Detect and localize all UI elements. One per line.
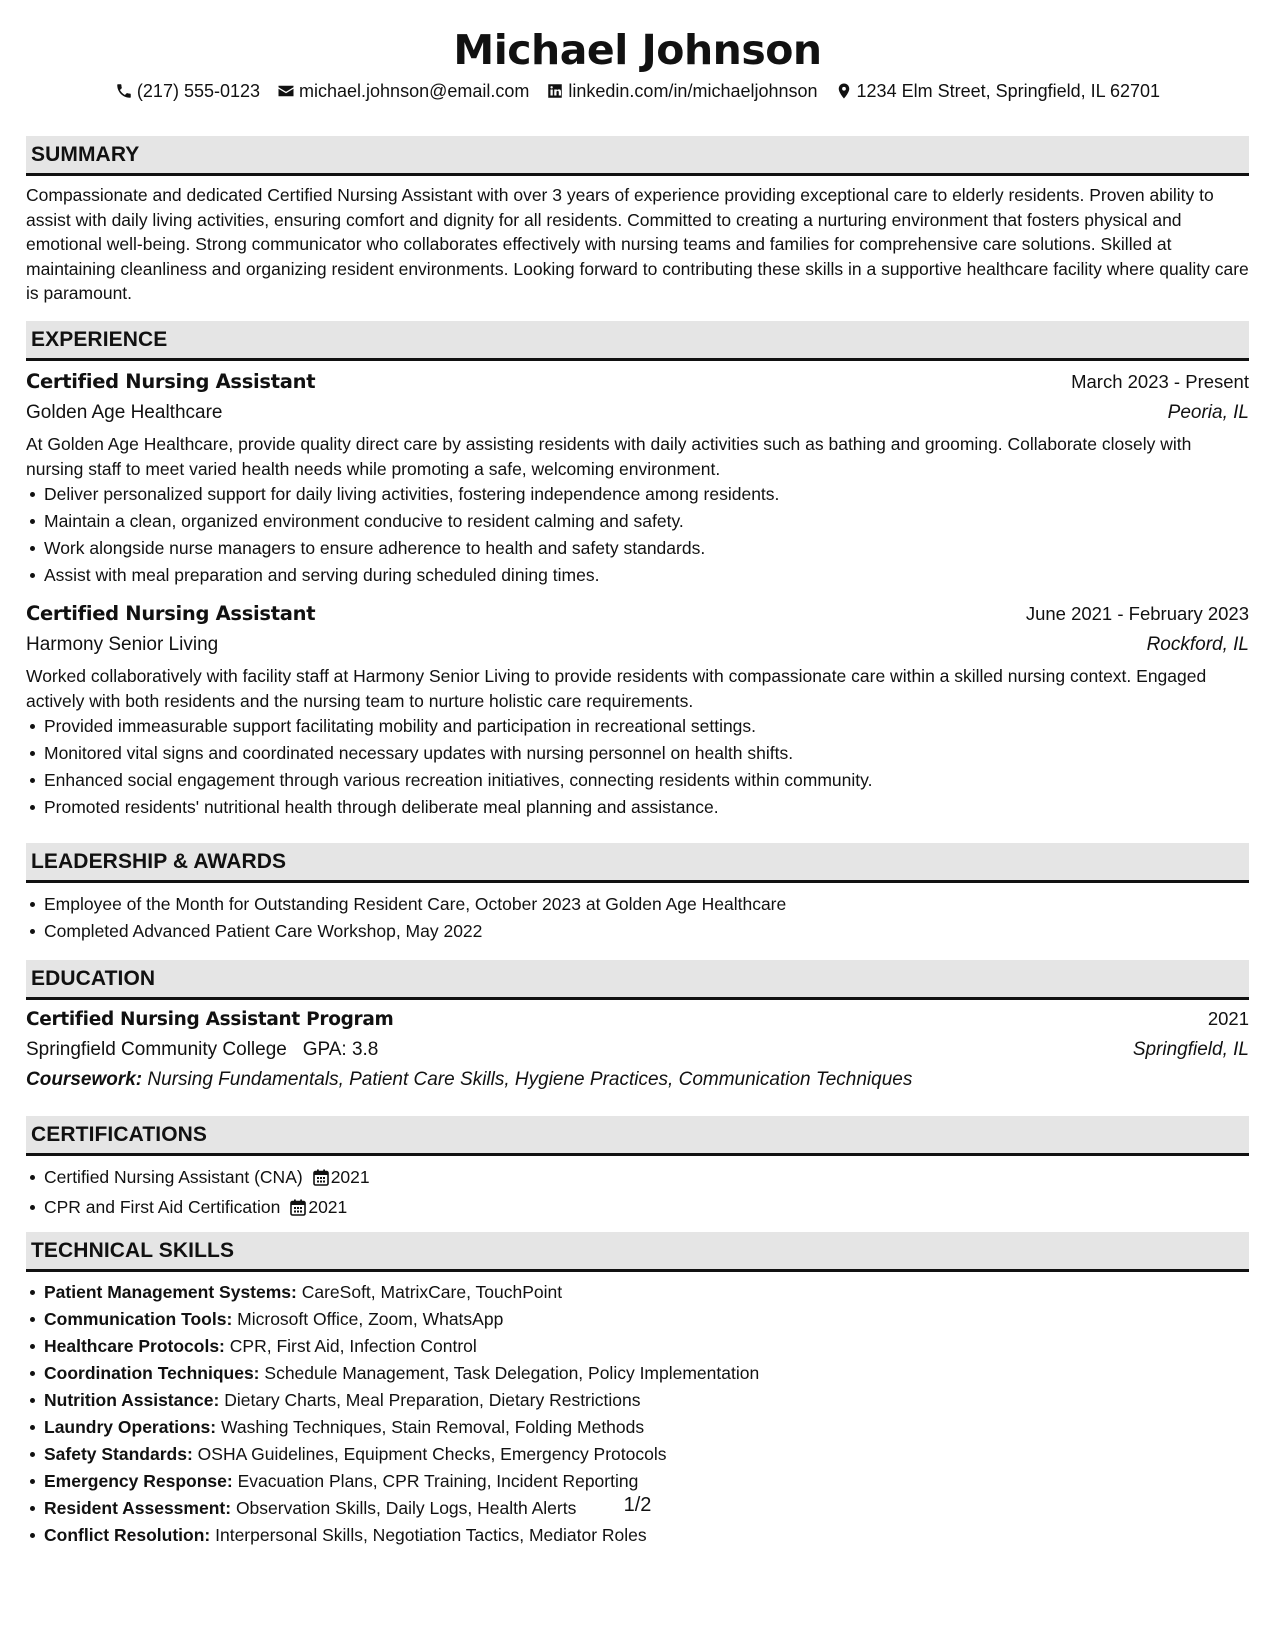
coursework-label: Coursework: xyxy=(26,1069,143,1090)
skill-value: CPR, First Aid, Infection Control xyxy=(229,1336,477,1356)
skill-value: CareSoft, MatrixCare, TouchPoint xyxy=(301,1282,563,1302)
job-bullets xyxy=(26,481,1249,589)
experience-section xyxy=(26,321,1249,821)
calendar-icon xyxy=(290,1197,306,1224)
skill-value: Observation Skills, Daily Logs, Health Alerts xyxy=(235,1498,577,1518)
coursework-text: Nursing Fundamentals, Patient Care Skills, Hygiene Practices, Communication Techniques xyxy=(147,1069,913,1090)
skill-label: Laundry Operations: xyxy=(44,1417,217,1437)
skill-value: Dietary Charts, Meal Preparation, Dietary Restrictions xyxy=(224,1390,641,1410)
education-gpa: GPA: 3.8 xyxy=(302,1039,379,1060)
list-item: Maintain a clean, organized environment conducive to resident calming and safety. xyxy=(26,508,1249,535)
map-marker-icon xyxy=(835,82,853,100)
list-item xyxy=(26,1414,1249,1441)
list-item xyxy=(26,1333,1249,1360)
skill-value: Microsoft Office, Zoom, WhatsApp xyxy=(237,1309,504,1329)
certification-name: Certified Nursing Assistant (CNA) xyxy=(44,1167,303,1187)
education-location: Springfield, IL xyxy=(1132,1039,1249,1060)
list-item: Enhanced social engagement through various recreation initiatives, connecting residents within community. xyxy=(26,767,1249,794)
education-heading: EDUCATION xyxy=(26,960,1249,1000)
experience-heading: EXPERIENCE xyxy=(26,321,1249,361)
job-company: Harmony Senior Living xyxy=(26,634,219,655)
skill-value: Schedule Management, Task Delegation, Policy Implementation xyxy=(264,1363,760,1383)
page-number: 1/2 xyxy=(623,1494,652,1516)
list-item: Work alongside nurse managers to ensure adherence to health and safety standards. xyxy=(26,535,1249,562)
linkedin-text: linkedin.com/in/michaeljohnson xyxy=(568,81,818,101)
skill-label: Nutrition Assistance: xyxy=(44,1390,220,1410)
resume-page xyxy=(26,0,1249,1650)
job-location: Peoria, IL xyxy=(1167,402,1249,423)
skill-label: Conflict Resolution: xyxy=(44,1525,211,1545)
job-entry xyxy=(26,599,1249,821)
contact-phone[interactable] xyxy=(115,79,260,104)
list-item xyxy=(26,1468,1249,1495)
list-item xyxy=(26,1522,1249,1549)
job-location: Rockford, IL xyxy=(1146,634,1249,655)
skill-value: Interpersonal Skills, Negotiation Tactics, Mediator Roles xyxy=(215,1525,647,1545)
skill-label: Communication Tools: xyxy=(44,1309,233,1329)
skill-label: Safety Standards: xyxy=(44,1444,193,1464)
awards-heading: LEADERSHIP & AWARDS xyxy=(26,843,1249,883)
awards-list xyxy=(26,883,1249,945)
job-description: Worked collaboratively with facility staff at Harmony Senior Living to provide residents with compassionate care within a skilled nursing context. Engaged actively with both residents and the nursing team to nurture holistic care requirements. xyxy=(26,666,1207,711)
summary-section xyxy=(26,136,1249,306)
job-title: Certified Nursing Assistant xyxy=(26,370,316,393)
job-company: Golden Age Healthcare xyxy=(26,402,223,423)
contact-email[interactable] xyxy=(277,79,529,104)
list-item xyxy=(26,1387,1249,1414)
skill-label: Healthcare Protocols: xyxy=(44,1336,225,1356)
education-section xyxy=(26,960,1249,1095)
certifications-heading: CERTIFICATIONS xyxy=(26,1116,1249,1156)
certification-name: CPR and First Aid Certification xyxy=(44,1197,281,1217)
list-item: Completed Advanced Patient Care Workshop, May 2022 xyxy=(26,918,1249,945)
job-title: Certified Nursing Assistant xyxy=(26,602,316,625)
list-item: Promoted residents' nutritional health through deliberate meal planning and assistance. xyxy=(26,794,1249,821)
skill-label: Emergency Response: xyxy=(44,1471,233,1491)
list-item xyxy=(26,1279,1249,1306)
list-item: Deliver personalized support for daily living activities, fostering independence among residents. xyxy=(26,481,1249,508)
skill-value: Evacuation Plans, CPR Training, Incident Reporting xyxy=(237,1471,639,1491)
skills-heading: TECHNICAL SKILLS xyxy=(26,1232,1249,1272)
list-item xyxy=(26,1360,1249,1387)
envelope-icon xyxy=(277,82,295,100)
calendar-icon xyxy=(313,1167,329,1194)
job-dates: June 2021 - February 2023 xyxy=(1025,603,1249,624)
certification-year: 2021 xyxy=(330,1167,370,1187)
list-item xyxy=(26,1164,1249,1194)
list-item: Employee of the Month for Outstanding Resident Care, October 2023 at Golden Age Healthcare xyxy=(26,891,1249,918)
certification-year: 2021 xyxy=(308,1197,348,1217)
education-school: Springfield Community College xyxy=(26,1039,287,1060)
skill-label: Coordination Techniques: xyxy=(44,1363,260,1383)
list-item: Provided immeasurable support facilitating mobility and participation in recreational settings. xyxy=(26,713,1249,740)
list-item xyxy=(26,1194,1249,1224)
contact-address xyxy=(835,79,1161,104)
list-item: Monitored vital signs and coordinated necessary updates with nursing personnel on health shifts. xyxy=(26,740,1249,767)
contact-linkedin[interactable] xyxy=(546,79,817,104)
skill-label: Resident Assessment: xyxy=(44,1498,232,1518)
email-text: michael.johnson@email.com xyxy=(299,81,530,101)
education-coursework xyxy=(26,1065,1249,1095)
phone-text: (217) 555-0123 xyxy=(136,81,261,101)
certifications-section xyxy=(26,1116,1249,1224)
summary-text: Compassionate and dedicated Certified Nursing Assistant with over 3 years of experience providing exceptional care to elderly residents. Proven ability to assist with daily living activities, ensuring comfort and dignity for all residents. Committed to creating a nurturing environment that fosters physical and emotional well-being. Strong communicator who collaborates effectively with nursing teams and families for comprehensive care solutions. Skilled at maintaining cleanliness and organizing resident environments. Looking forward to contributing these skills in a supportive healthcare facility where quality care is paramount. xyxy=(26,185,1249,303)
awards-section xyxy=(26,843,1249,945)
skill-value: Washing Techniques, Stain Removal, Folding Methods xyxy=(220,1417,645,1437)
skill-value: OSHA Guidelines, Equipment Checks, Emergency Protocols xyxy=(197,1444,667,1464)
contact-bar xyxy=(26,79,1249,104)
education-year: 2021 xyxy=(1207,1008,1249,1029)
list-item xyxy=(26,1306,1249,1333)
phone-icon xyxy=(115,82,133,100)
job-dates: March 2023 - Present xyxy=(1071,371,1249,392)
job-description: At Golden Age Healthcare, provide quality direct care by assisting residents with daily activities such as bathing and grooming. Collaborate closely with nursing staff to meet varied health needs while promoting a safe, welcoming environment. xyxy=(26,434,1192,479)
list-item xyxy=(26,1441,1249,1468)
candidate-name: Michael Johnson xyxy=(453,26,822,74)
skill-label: Patient Management Systems: xyxy=(44,1282,297,1302)
summary-heading: SUMMARY xyxy=(26,136,1249,176)
job-bullets xyxy=(26,713,1249,821)
address-text: 1234 Elm Street, Springfield, IL 62701 xyxy=(856,81,1161,101)
linkedin-icon xyxy=(546,82,564,100)
job-entry xyxy=(26,367,1249,589)
education-program: Certified Nursing Assistant Program xyxy=(26,1009,394,1030)
certifications-list xyxy=(26,1156,1249,1224)
list-item: Assist with meal preparation and serving during scheduled dining times. xyxy=(26,562,1249,589)
